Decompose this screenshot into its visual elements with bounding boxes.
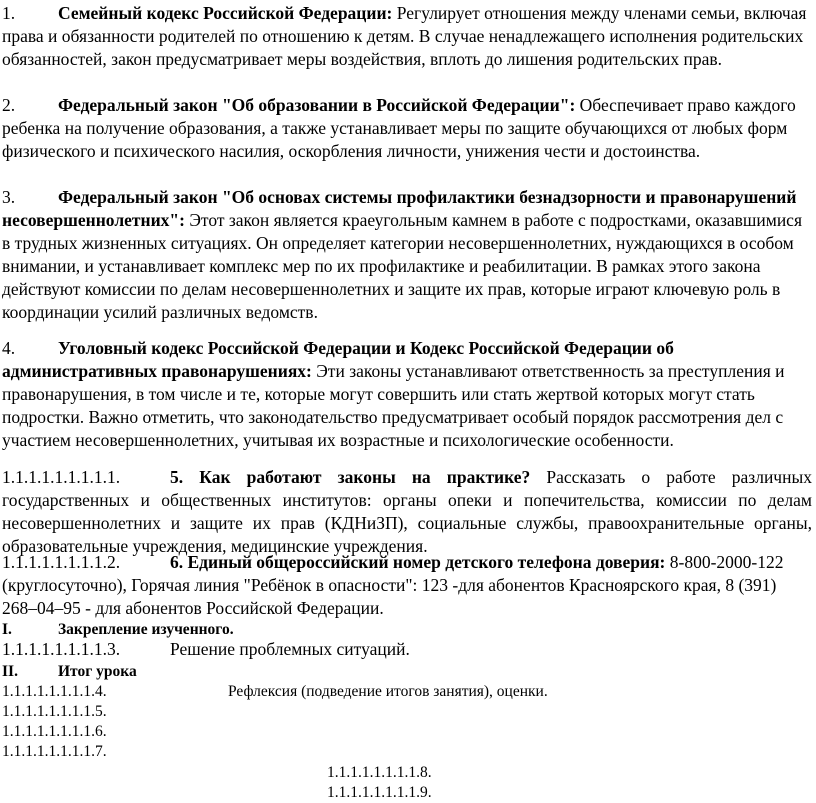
line-6: 1.1.1.1.1.1.1.1.6.: [2, 723, 107, 740]
item-title: Федеральный закон "Об образовании в Российской Федерации":: [58, 95, 576, 115]
line-5: 1.1.1.1.1.1.1.1.5.: [2, 703, 107, 720]
item-number: 4.: [2, 338, 16, 358]
section-heading-I: [2, 620, 234, 639]
section-title: 5. Как работают законы на практике?: [170, 467, 531, 487]
heading-number: I.: [2, 621, 12, 638]
list-item-4: [2, 337, 812, 452]
heading-title: Закрепление изученного.: [58, 621, 234, 638]
section-number: 1.1.1.1.1.1.1.1.1.: [2, 467, 121, 487]
heading-title: Итог урока: [58, 663, 137, 680]
line-8: 1.1.1.1.1.1.1.1.8.: [327, 764, 432, 781]
item-text: Эти законы устанавливают ответственность за преступления и правонарушения, в том числе и те, которые могут совершить или стать жертвой которых могут стать подростки. Важно отметить, что законодательство предусматривает особый порядок рассмотрения дел с участием несовершеннолетних, учитывая их возрастные и психологические особенности.: [2, 361, 785, 450]
line-text: Решение проблемных ситуаций.: [170, 639, 410, 659]
item-text: Обеспечивает право каждого ребенка на получение образования, а также устанавливает меры по защите обучающихся от любых форм физического и психического насилия, оскорбления личности, унижения чести и достоинства.: [2, 95, 796, 161]
list-item-2: [2, 94, 812, 163]
item-title: Семейный кодекс Российской Федерации:: [58, 3, 393, 23]
item-number: 1.: [2, 3, 16, 23]
item-title: Уголовный кодекс Российской Федерации и Кодекс Российской Федерации об административных правонарушениях:: [2, 338, 674, 381]
section-heading-II: [2, 662, 137, 681]
section-5: [2, 466, 812, 558]
list-item-1: [2, 2, 812, 71]
section-text: 8-800-2000-122 (круглосуточно), Горячая линия "Ребёнок в опасности": 123 -для абонентов Красноярского края, 8 (391) 268–04–95 - для абонентов Российской Федерации.: [2, 552, 784, 618]
item-title: Федеральный закон "Об основах системы профилактики безнадзорности и правонарушений несовершеннолетних":: [2, 187, 797, 230]
line-number: 1.1.1.1.1.1.1.1.4.: [2, 683, 107, 700]
list-item-3: [2, 186, 812, 324]
section-number: 1.1.1.1.1.1.1.1.2.: [2, 552, 121, 572]
item-text: Этот закон является краеугольным камнем в работе с подростками, оказавшимися в трудных жизненных ситуациях. Он определяет категории несовершеннолетних, нуждающихся в особом внимании, и устанавливает комплекс мер по их профилактике и реабилитации. В рамках этого закона действуют комиссии по делам несовершеннолетних и защите их прав, которые играют ключевую роль в координации усилий различных ведомств.: [2, 210, 802, 322]
line-9: 1.1.1.1.1.1.1.1.9.: [327, 784, 432, 801]
item-number: 3.: [2, 187, 16, 207]
section-6: [2, 551, 812, 620]
item-number: 2.: [2, 95, 16, 115]
section-title: 6. Единый общероссийский номер детского телефона доверия:: [170, 552, 666, 572]
line-7: 1.1.1.1.1.1.1.1.7.: [2, 743, 107, 760]
line-4: [2, 682, 548, 701]
line-number: 1.1.1.1.1.1.1.1.3.: [2, 639, 121, 659]
line-3: [2, 638, 410, 661]
heading-number: II.: [2, 663, 18, 680]
item-text: Регулирует отношения между членами семьи, включая права и обязанности родителей по отношению к детям. В случае ненадлежащего исполнения родительских обязанностей, закон предусматривает меры воздействия, вплоть до лишения родительских прав.: [2, 3, 807, 69]
section-text: Рассказать о работе различных государственных и общественных институтов: органы опеки и попечительства, комиссии по делам несовершеннолетних и защите их прав (КДНиЗП), социальные службы, правоохранительные органы, образовательные учреждения, медицинские учреждения.: [2, 467, 812, 556]
line-text: Рефлексия (подведение итогов занятия), оценки.: [228, 683, 548, 700]
